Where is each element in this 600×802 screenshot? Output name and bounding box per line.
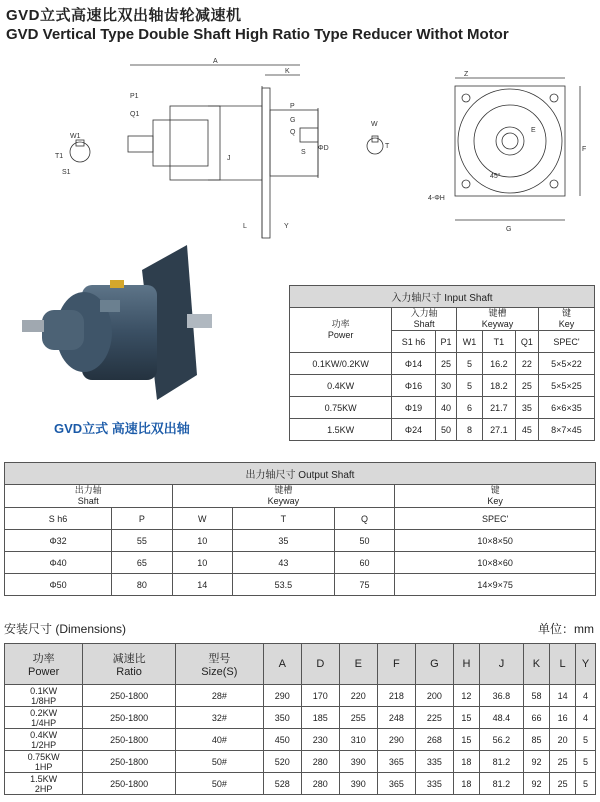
table-cell: 92 <box>523 773 549 795</box>
table-cell: 50# <box>175 773 263 795</box>
title-english: GVD Vertical Type Double Shaft High Ratio Type Reducer Withot Motor <box>6 26 509 43</box>
dim-label-f: F <box>582 146 587 153</box>
input-col-keyway: 键槽 Keyway <box>457 308 539 331</box>
output-shaft-title: 出力轴尺寸 Output Shaft <box>5 463 596 485</box>
dims-header-cell: 型号 Size(S) <box>175 644 263 685</box>
output-sub-q: Q <box>334 508 394 530</box>
table-cell: 35 <box>233 530 335 552</box>
input-sub-q1: Q1 <box>515 331 538 353</box>
table-cell: 5 <box>457 375 483 397</box>
table-cell: 30 <box>435 375 456 397</box>
table-cell: 22 <box>515 353 538 375</box>
reducer-photo <box>12 240 222 410</box>
dim-label-p1: P1 <box>130 93 139 100</box>
dims-header-cell: D <box>301 644 339 685</box>
table-cell: 25 <box>435 353 456 375</box>
table-cell: 250-1800 <box>83 685 176 707</box>
table-row <box>5 773 596 795</box>
table-cell: 520 <box>263 751 301 773</box>
table-cell: 14 <box>172 574 232 596</box>
table-cell: 14×9×75 <box>395 574 596 596</box>
table-cell: 0.4KW 1/2HP <box>5 729 83 751</box>
table-cell: 230 <box>301 729 339 751</box>
table-cell: 5×5×22 <box>538 353 594 375</box>
table-cell: 0.75KW 1HP <box>5 751 83 773</box>
dims-header-cell: K <box>523 644 549 685</box>
table-cell: 6 <box>457 397 483 419</box>
table-cell: 50 <box>334 530 394 552</box>
table-cell: 220 <box>339 685 377 707</box>
table-cell: 280 <box>301 773 339 795</box>
table-cell: 10 <box>172 552 232 574</box>
output-col-key: 键 Key <box>395 485 596 508</box>
output-col-keyway: 键槽 Keyway <box>172 485 395 508</box>
dims-header-cell: G <box>415 644 453 685</box>
table-row <box>5 751 596 773</box>
table-cell: 250-1800 <box>83 773 176 795</box>
table-cell: 8×7×45 <box>538 419 594 441</box>
table-cell: 15 <box>453 707 479 729</box>
table-cell: 81.2 <box>479 773 523 795</box>
output-sub-p: P <box>112 508 172 530</box>
table-cell: 66 <box>523 707 549 729</box>
table-cell: 10×8×60 <box>395 552 596 574</box>
table-cell: 10×8×50 <box>395 530 596 552</box>
table-cell: 1.5KW 2HP <box>5 773 83 795</box>
table-cell: 5 <box>576 773 596 795</box>
table-cell: 225 <box>415 707 453 729</box>
table-row <box>5 574 596 596</box>
table-cell: 18 <box>453 773 479 795</box>
table-cell: 81.2 <box>479 751 523 773</box>
dim-label-l: L <box>243 223 247 230</box>
dimensions-table <box>4 643 596 795</box>
input-sub-s1: S1 h6 <box>392 331 436 353</box>
table-cell: 0.1KW 1/8HP <box>5 685 83 707</box>
table-cell: 10 <box>172 530 232 552</box>
table-cell: 335 <box>415 751 453 773</box>
table-cell: 45 <box>515 419 538 441</box>
output-sub-s: S h6 <box>5 508 112 530</box>
table-cell: 12 <box>453 685 479 707</box>
unit-label: 单位：mm <box>538 622 594 636</box>
dim-label-t1: T1 <box>55 153 64 160</box>
table-cell: 250-1800 <box>83 751 176 773</box>
table-cell: Φ50 <box>5 574 112 596</box>
table-cell: Φ32 <box>5 530 112 552</box>
table-cell: 36.8 <box>479 685 523 707</box>
table-cell: 56.2 <box>479 729 523 751</box>
table-cell: 14 <box>550 685 576 707</box>
table-cell: 390 <box>339 751 377 773</box>
table-cell: 365 <box>377 773 415 795</box>
dim-label-q: Q <box>290 129 296 136</box>
dim-label-w1: W1 <box>70 133 81 140</box>
table-cell: Φ40 <box>5 552 112 574</box>
dim-label-45deg: 45° <box>490 173 501 180</box>
table-cell: 6×6×35 <box>538 397 594 419</box>
dim-label-g: G <box>290 117 296 124</box>
table-cell: 65 <box>112 552 172 574</box>
dims-header-cell: H <box>453 644 479 685</box>
table-cell: 15 <box>453 729 479 751</box>
input-shaft-title: 入力轴尺寸 Input Shaft <box>290 286 595 308</box>
table-cell: 290 <box>377 729 415 751</box>
dim-label-od: ΦD <box>318 145 329 152</box>
table-cell: 365 <box>377 751 415 773</box>
dims-header-cell: L <box>550 644 576 685</box>
title-chinese: GVD立式高速比双出轴齿轮减速机 <box>6 7 242 24</box>
input-sub-t1: T1 <box>482 331 515 353</box>
table-cell: 185 <box>301 707 339 729</box>
dim-label-k: K <box>285 68 290 75</box>
table-cell: 5 <box>457 353 483 375</box>
dim-label-holes: 4-ΦH <box>428 195 445 202</box>
table-cell: 248 <box>377 707 415 729</box>
table-cell: 60 <box>334 552 394 574</box>
input-col-shaft: 入力轴 Shaft <box>392 308 457 331</box>
dim-label-s1: S1 <box>62 169 71 176</box>
table-row <box>5 530 596 552</box>
table-cell: 18.2 <box>482 375 515 397</box>
table-cell: 92 <box>523 751 549 773</box>
table-cell: 218 <box>377 685 415 707</box>
table-row <box>290 419 595 441</box>
dim-label-z: Z <box>464 71 469 78</box>
table-cell: 18 <box>453 751 479 773</box>
table-cell: 25 <box>550 751 576 773</box>
dims-header-cell: 减速比 Ratio <box>83 644 176 685</box>
table-cell: 43 <box>233 552 335 574</box>
dims-header-cell: 功率 Power <box>5 644 83 685</box>
table-cell: 53.5 <box>233 574 335 596</box>
technical-drawing <box>0 48 600 243</box>
dims-header-cell: E <box>339 644 377 685</box>
table-cell: 528 <box>263 773 301 795</box>
table-cell: 280 <box>301 751 339 773</box>
table-cell: 5×5×25 <box>538 375 594 397</box>
table-cell: 80 <box>112 574 172 596</box>
output-col-shaft: 出力轴 Shaft <box>5 485 173 508</box>
dim-label-q1: Q1 <box>130 111 140 118</box>
table-cell: 268 <box>415 729 453 751</box>
table-cell: 58 <box>523 685 549 707</box>
table-cell: Φ14 <box>392 353 436 375</box>
table-cell: 350 <box>263 707 301 729</box>
input-sub-p1: P1 <box>435 331 456 353</box>
table-cell: 28# <box>175 685 263 707</box>
table-cell: 170 <box>301 685 339 707</box>
dim-label-t: T <box>385 143 390 150</box>
input-sub-w1: W1 <box>457 331 483 353</box>
table-cell: 75 <box>334 574 394 596</box>
table-cell: Φ19 <box>392 397 436 419</box>
output-sub-spec: SPEC' <box>395 508 596 530</box>
table-cell: 27.1 <box>482 419 515 441</box>
table-cell: 20 <box>550 729 576 751</box>
table-cell: 255 <box>339 707 377 729</box>
table-cell: 4 <box>576 707 596 729</box>
table-cell: Φ16 <box>392 375 436 397</box>
table-cell: 8 <box>457 419 483 441</box>
output-shaft-table <box>4 462 596 596</box>
table-cell: 4 <box>576 685 596 707</box>
table-row <box>5 685 596 707</box>
dim-label-y: Y <box>284 223 289 230</box>
input-col-key: 键 Key <box>538 308 594 331</box>
table-cell: 335 <box>415 773 453 795</box>
table-cell: 48.4 <box>479 707 523 729</box>
table-cell: 25 <box>550 773 576 795</box>
input-shaft-table <box>289 285 595 441</box>
table-cell: 40 <box>435 397 456 419</box>
table-cell: 16.2 <box>482 353 515 375</box>
table-cell: 25 <box>515 375 538 397</box>
table-cell: 55 <box>112 530 172 552</box>
table-cell: 250-1800 <box>83 729 176 751</box>
table-cell: 310 <box>339 729 377 751</box>
dim-label-s: S <box>301 149 306 156</box>
table-cell: 0.2KW 1/4HP <box>5 707 83 729</box>
table-cell: Φ24 <box>392 419 436 441</box>
photo-caption: GVD立式 高速比双出轴 <box>54 421 190 436</box>
output-sub-w: W <box>172 508 232 530</box>
table-cell: 0.75KW <box>290 397 392 419</box>
table-cell: 290 <box>263 685 301 707</box>
table-row <box>290 397 595 419</box>
table-row <box>290 375 595 397</box>
input-col-power: 功率 Power <box>290 308 392 353</box>
dim-label-g-bottom: G <box>506 226 512 233</box>
table-cell: 1.5KW <box>290 419 392 441</box>
table-cell: 85 <box>523 729 549 751</box>
output-sub-t: T <box>233 508 335 530</box>
table-cell: 0.1KW/0.2KW <box>290 353 392 375</box>
table-cell: 450 <box>263 729 301 751</box>
dims-header-cell: A <box>263 644 301 685</box>
table-cell: 50# <box>175 751 263 773</box>
dim-label-e: E <box>531 127 536 134</box>
table-cell: 390 <box>339 773 377 795</box>
table-row <box>5 707 596 729</box>
table-row <box>5 552 596 574</box>
table-cell: 5 <box>576 729 596 751</box>
table-row <box>5 729 596 751</box>
input-sub-spec: SPEC' <box>538 331 594 353</box>
table-cell: 21.7 <box>482 397 515 419</box>
table-cell: 32# <box>175 707 263 729</box>
table-cell: 16 <box>550 707 576 729</box>
dim-label-w: W <box>371 121 378 128</box>
table-cell: 0.4KW <box>290 375 392 397</box>
table-cell: 250-1800 <box>83 707 176 729</box>
dims-header-cell: Y <box>576 644 596 685</box>
dims-header-cell: J <box>479 644 523 685</box>
table-cell: 5 <box>576 751 596 773</box>
table-cell: 200 <box>415 685 453 707</box>
table-cell: 40# <box>175 729 263 751</box>
dimensions-label: 安装尺寸 (Dimensions) <box>4 622 127 636</box>
dim-label-j: J <box>227 155 231 162</box>
table-cell: 35 <box>515 397 538 419</box>
dims-header-cell: F <box>377 644 415 685</box>
table-row <box>290 353 595 375</box>
table-cell: 50 <box>435 419 456 441</box>
dim-label-p: P <box>290 103 295 110</box>
dim-label-a: A <box>213 58 218 65</box>
